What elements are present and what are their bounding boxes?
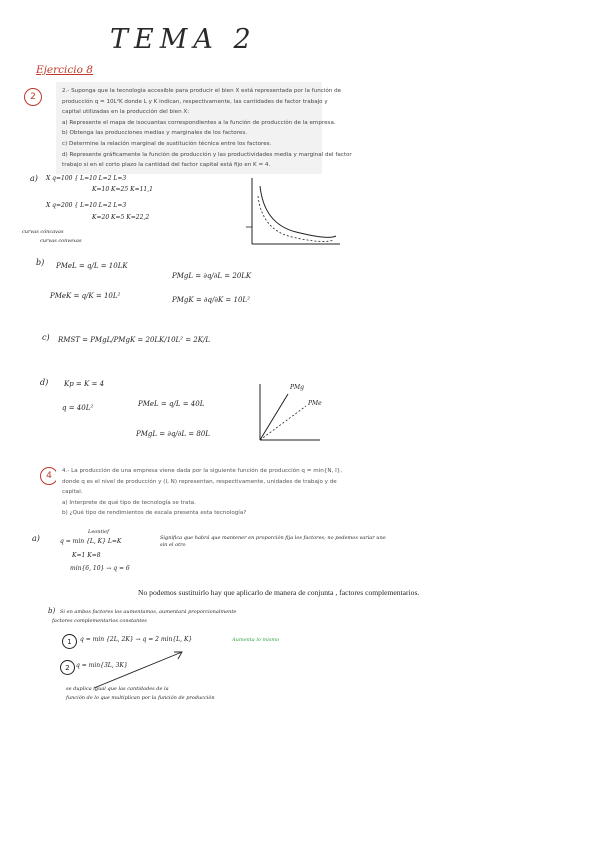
ex4-b-item1-green: Aumenta lo mismo	[232, 637, 280, 643]
ex2-b-pmg-k: PMgK = ∂q/∂K = 10L²	[172, 296, 250, 304]
exercise-4-number: 4	[40, 467, 58, 485]
ex4-b-note-2: función de lo que multiplican por la función de producción	[66, 695, 215, 701]
ex4-b-item1: q = min {2L, 2K} → q = 2 min{L, K}	[80, 636, 193, 643]
statement-line: producción q = 10L²K donde L y K indican, respectivamente, las cantidades de factor trabajo y	[62, 98, 328, 105]
exercise-4-statement	[56, 462, 343, 526]
statement-line: 2.- Suponga que la tecnología accesible para producir el bien X está representada por la función de	[62, 88, 342, 94]
ex2-a-row1: X q=100 { L=10 L=2 L=3	[46, 175, 127, 182]
ex2-b-pme-k: PMeK = q/K = 10L²	[50, 292, 121, 300]
ex2-a-row2-sub: K=20 K=5 K=22,2	[92, 214, 150, 221]
section-heading: Ejercicio 8	[36, 64, 93, 76]
statement-line: b) ¿Qué tipo de rendimientos de escala presenta esta tecnología?	[62, 510, 247, 517]
ex2-part-d-label: d)	[40, 378, 49, 387]
ex4-part-a-label: a)	[32, 534, 40, 543]
isoquant-sketch	[236, 172, 346, 252]
ex2-d-pme: PMeL = q/L = 40L	[138, 400, 205, 408]
ex2-a-row2: X q=200 { L=10 L=2 L=3	[46, 202, 127, 209]
statement-line: trabajo si en el corto plazo la cantidad del factor capital está fijo en K = 4.	[62, 162, 271, 169]
ex2-d-pmg: PMgL = ∂q/∂L = 80L	[136, 430, 210, 438]
ex2-d-q: q = 40L²	[62, 404, 94, 412]
statement-line: capital utilizadas en la producción del bien X:	[62, 109, 190, 116]
ex4-b-item2: q = min{3L, 3K}	[76, 662, 128, 669]
ex4-b-item2-number: 2	[60, 660, 75, 675]
typed-answer-line: No podemos sustituirlo hay que aplicarlo de manera de conjunta , factores complementarios.	[138, 588, 420, 597]
graph-label-pmg: PMg	[290, 384, 305, 391]
ex4-a-leontief: Leontief	[88, 529, 109, 535]
ex2-a-note-1: curvas cóncavas	[22, 229, 64, 235]
ex2-part-b-label: b)	[36, 258, 45, 267]
ex2-d-k: Kp = K = 4	[64, 380, 105, 388]
ex2-b-pme-l: PMeL = q/L = 10LK	[56, 262, 128, 270]
ex2-part-a-label: a)	[30, 174, 38, 183]
exercise-2-number: 2	[24, 88, 42, 106]
ex4-b-line2: factores complementarios constantes	[52, 618, 147, 624]
ex4-a-line2: K=1 K=8	[72, 552, 101, 559]
ex2-a-note-2: curvas convexas	[40, 238, 82, 244]
statement-line: c) Determine la relación marginal de sustitución técnica entre los factores.	[62, 140, 272, 147]
ex2-part-c-label: c)	[42, 333, 50, 342]
exercise-2-statement	[56, 82, 352, 174]
ex4-a-note: Significa que habrá que mantener en proporción fija los factores; no podemos variar uno sin el otro	[160, 535, 386, 548]
statement-line: donde q es el nivel de producción y (I, N) representan, respectivamente, unidades de trabajo y de	[62, 478, 337, 485]
ex4-a-line1: q = min {L, K} L=K	[60, 538, 122, 545]
ex4-a-line3: min{6, 10} → q = 6	[70, 565, 130, 572]
graph-label-pme: PMe	[308, 400, 322, 407]
ex4-b-item1-number: 1	[62, 634, 77, 649]
statement-line: a) Interprete de qué tipo de tecnología se trata.	[62, 499, 196, 506]
ex4-part-b-label: b)	[48, 607, 56, 615]
statement-line: d) Represente gráficamente la función de producción y las productividades media y marginal del factor	[62, 151, 352, 158]
statement-line: 4.- La producción de una empresa viene dada por la siguiente función de producción q = min{N, I},	[62, 468, 343, 474]
ex2-a-row1-sub: K=10 K=25 K=11,1	[92, 186, 153, 193]
ex2-b-pmg-l: PMgL = ∂q/∂L = 20LK	[172, 272, 252, 280]
statement-line: b) Obtenga las producciones medias y marginales de los factores.	[62, 130, 248, 137]
page-title: TEMA 2	[110, 24, 257, 55]
ex4-b-note-1: se duplica igual que las cantidades de la	[66, 686, 169, 692]
statement-line: a) Represente el mapa de isocuantas correspondientes a la función de producción de la empresa.	[62, 119, 336, 126]
statement-line: capital.	[62, 489, 83, 496]
ex2-c-expression: RMST = PMgL/PMgK = 20LK/10L² = 2K/L	[58, 336, 210, 344]
ex4-b-line1: Si en ambos factores los aumentamos, aumentará proporcionalmente	[60, 609, 237, 615]
